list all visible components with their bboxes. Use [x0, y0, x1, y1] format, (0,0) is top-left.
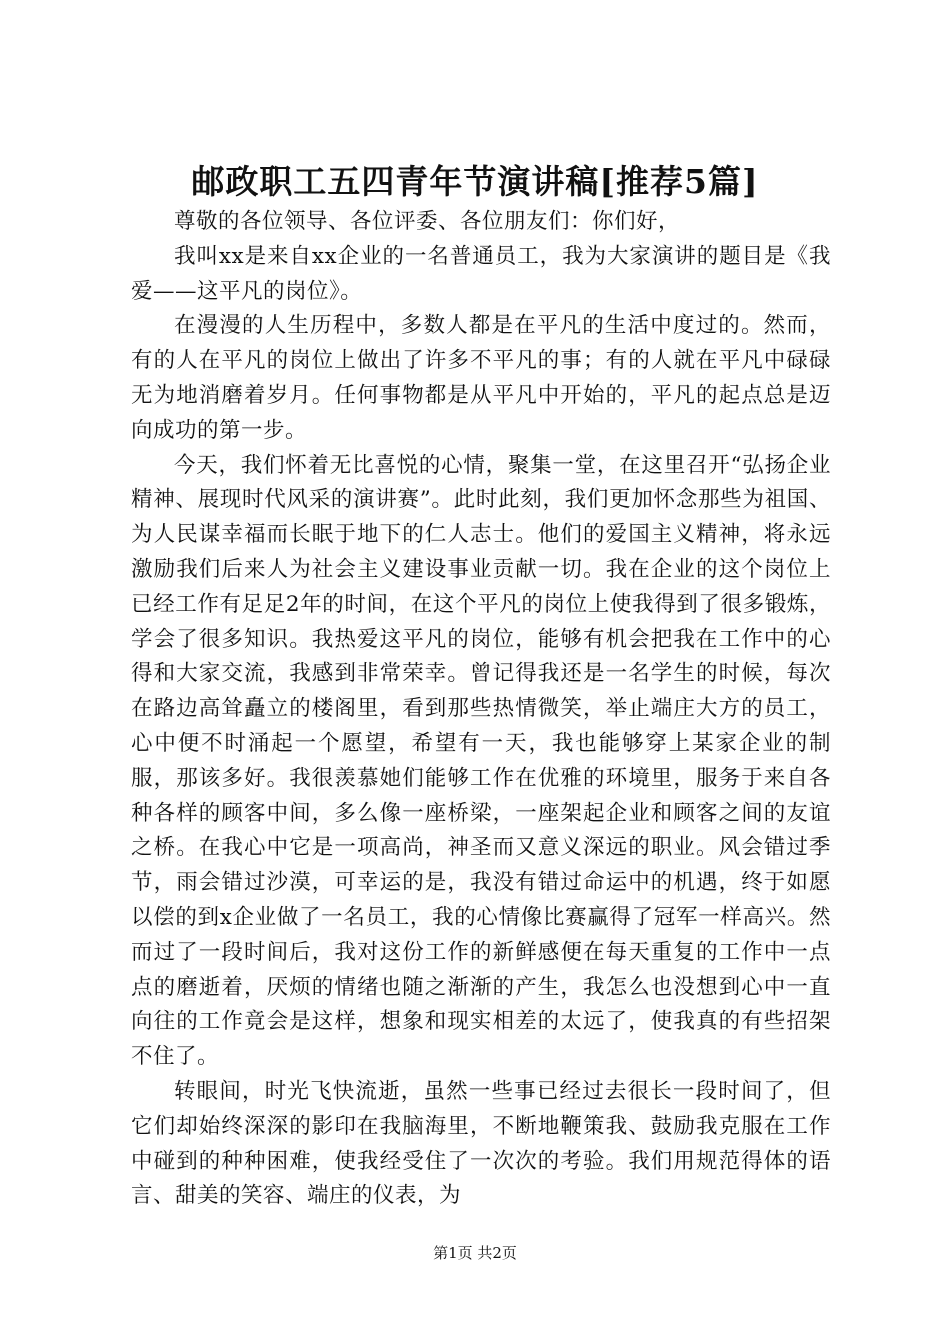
paragraph-time-passes: 转眼间，时光飞快流逝，虽然一些事已经过去很长一段时间了，但它们却始终深深的影印在我脑海里，不断地鞭策我、鼓励我克服在工作中碰到的种种困难，使我经受住了一次次的考验。我们用规范得体的语言、甜美的笑容、端庄的仪表，为	[131, 1078, 831, 1209]
page-number-footer: 第1页 共2页	[433, 1244, 517, 1262]
paragraph-today: 今天，我们怀着无比喜悦的心情，聚集一堂，在这里召开“弘扬企业精神、展现时代风采的演讲赛”。此时此刻，我们更加怀念那些为祖国、为人民谋幸福而长眠于地下的仁人志士。他们的爱国主义精神，将永远激励我们后来人为社会主义建设事业贡献一切。我在企业的这个岗位上已经工作有足足2年的时间，在这个平凡的岗位上使我得到了很多锻炼，学会了很多知识。我热爱这平凡的岗位，能够有机会把我在工作中的心得和大家交流，我感到非常荣幸。曾记得我还是一名学生的时候，每次在路边高耸矗立的楼阁里，看到那些热情微笑，举止端庄大方的员工，心中便不时涌起一个愿望，希望有一天，我也能够穿上某家企业的制服，那该多好。我很羡慕她们能够工作在优雅的环境里，服务于来自各种各样的顾客中间，多么像一座桥梁，一座架起企业和顾客之间的友谊之桥。在我心中它是一项高尚，神圣而又意义深远的职业。风会错过季节，雨会错过沙漠，可幸运的是，我没有错过命运中的机遇，终于如愿以偿的到x企业做了一名员工，我的心情像比赛赢得了冠军一样高兴。然而过了一段时间后，我对这份工作的新鲜感便在每天重复的工作中一点点的磨逝着，厌烦的情绪也随之渐渐的产生，我怎么也没想到心中一直向往的工作竟会是这样，想象和现实相差的太远了，使我真的有些招架不住了。	[131, 452, 831, 1070]
paragraph-introduction: 我叫xx是来自xx企业的一名普通员工，我为大家演讲的题目是《我爱——这平凡的岗位》。	[131, 243, 831, 304]
paragraph-greeting: 尊敬的各位领导、各位评委、各位朋友们：你们好，	[174, 209, 681, 234]
document-title: 邮政职工五四青年节演讲稿[推荐5篇]	[191, 162, 759, 201]
document-body	[131, 205, 831, 1214]
paragraph-ordinary-life: 在漫漫的人生历程中，多数人都是在平凡的生活中度过的。然而，有的人在平凡的岗位上做出了许多不平凡的事；有的人就在平凡中碌碌无为地消磨着岁月。任何事物都是从平凡中开始的，平凡的起点总是迈向成功的第一步。	[131, 313, 831, 443]
